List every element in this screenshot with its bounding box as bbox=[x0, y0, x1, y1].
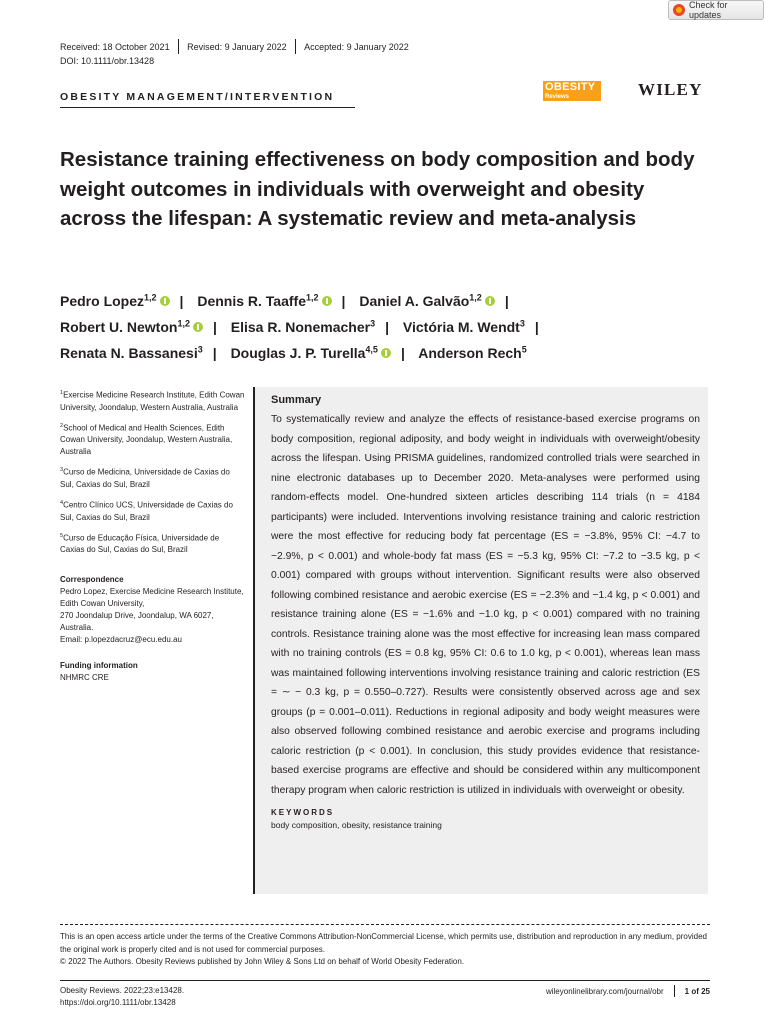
section-rule bbox=[60, 107, 355, 108]
author-name: Pedro Lopez bbox=[60, 293, 145, 309]
keywords: body composition, obesity, resistance training bbox=[271, 820, 442, 830]
author-name: Victória M. Wendt bbox=[402, 319, 520, 335]
author-name: Daniel A. Galvão bbox=[359, 293, 470, 309]
article-dates bbox=[60, 39, 409, 54]
orcid-icon[interactable] bbox=[160, 296, 170, 306]
author-affiliation: 1,2 bbox=[469, 292, 482, 303]
orcid-icon[interactable] bbox=[381, 348, 391, 358]
footer-separator bbox=[674, 985, 675, 997]
author-affiliation: 3 bbox=[197, 344, 203, 355]
summary-text: To systematically review and analyze the effects of resistance-based exercise programs on body composition, regional adiposity, and body weight in individuals with overweight/obesity across the lifespan. Using PRISMA guidelines, randomized controlled trials were searched in nine electronic databases up to December 2020. Meta-analyses were performed using random-effects model. One-hundred sixteen articles describing 114 trials (n = 4184 participants) were included. Interventions involving resistance training and caloric restriction were the most effective for reducing body fat percentage (ES = −3.8%, 95% CI: −4.7 to −2.9%, p < 0.001) and whole-body fat mass (ES = −5.3 kg, 95% CI: −7.2 to −3.5 kg, p < 0.001) compared with groups without intervention. Significant results were also observed following combined resistance and aerobic exercise (ES = −2.3% and −1.4 kg, p < 0.001) and resistance training alone (ES = −1.6% and −1.0 kg, p < 0.001) compared with no training controls. Resistance training alone was the most effective for increasing lean mass compared with no training controls (ES = 0.8 kg, 95% CI: 0.6 to 1.0 kg, p < 0.001), whereas lean mass was maintained following interventions involving resistance training and caloric restriction (ES = ∼ − 0.3 kg, p = 0.550–0.727). Results were consistently observed across age and sex groups (p = 0.001–0.011). Reductions in regional adiposity and body weight measures were also observed following combined resistance and aerobic exercise and programs including caloric restriction (p < 0.001). In conclusion, this study provides evidence that resistance-based exercise programs are effective and should be considered within any multicomponent therapy program when caloric restriction is utilized in individuals with overweight or obesity. bbox=[271, 414, 700, 796]
author-name: Renata N. Bassanesi bbox=[60, 345, 198, 361]
footer-rule bbox=[60, 980, 710, 981]
author-name: Douglas J. P. Turella bbox=[230, 345, 366, 361]
footer-right bbox=[546, 985, 710, 997]
copyright-text: © 2022 The Authors. Obesity Reviews published by John Wiley & Sons Ltd on behalf of World Obesity Federation. bbox=[60, 957, 465, 966]
keywords-heading: KEYWORDS bbox=[271, 808, 335, 817]
author-affiliation: 1,2 bbox=[144, 292, 157, 303]
affiliation: $^4$Centro Clínico UCS, Universidade de Caxias do Sul, Caxias do Sul, Brazil bbox=[60, 499, 233, 522]
author-line: Pedro Lopez$^{1,2}$ | Dennis R. Taaffe$^{1,2}$ | Daniel A. Galvão$^{1,2}$ | bbox=[60, 292, 509, 309]
affiliation: $^2$School of Medical and Health Sciences, Edith Cowan University, Joondalup, Western Australia, Australia bbox=[60, 422, 233, 457]
check-for-updates-button[interactable] bbox=[668, 0, 764, 20]
citation: Obesity Reviews. 2022;23:e13428. bbox=[60, 986, 185, 995]
footer-citation-block bbox=[60, 985, 184, 1008]
summary-box bbox=[253, 387, 708, 894]
funding-text: NHMRC CRE bbox=[60, 673, 109, 683]
accepted-date: Accepted: 9 January 2022 bbox=[304, 41, 409, 52]
author-line: Robert U. Newton$^{1,2}$ | Elisa R. Nonemacher$^3$ | Victória M. Wendt$^3$ | bbox=[60, 318, 539, 335]
wiley-logo: WILEY bbox=[638, 80, 703, 99]
check-for-updates-label: Check for updates bbox=[689, 0, 728, 20]
page-number: 1 of 25 bbox=[684, 986, 710, 996]
revised-date: Revised: 9 January 2022 bbox=[187, 41, 287, 52]
author-line: Renata N. Bassanesi$^3$ | Douglas J. P. Turella$^{4,5}$ | Anderson Rech$^5$ bbox=[60, 344, 527, 361]
author-affiliation: 5 bbox=[521, 344, 527, 355]
logo-line-1: OBESITY bbox=[545, 81, 596, 93]
author-list bbox=[60, 288, 700, 366]
license-block bbox=[60, 931, 710, 969]
author-affiliation: 3 bbox=[370, 318, 376, 329]
orcid-icon[interactable] bbox=[485, 296, 495, 306]
doi: DOI: 10.1111/obr.13428 bbox=[60, 56, 155, 66]
obesity-reviews-logo bbox=[543, 81, 601, 101]
date-separator bbox=[295, 39, 297, 54]
author-affiliation: 4,5 bbox=[365, 344, 378, 355]
orcid-icon[interactable] bbox=[193, 322, 203, 332]
logo-line-2: Reviews bbox=[545, 94, 570, 100]
doi-link[interactable]: https://doi.org/10.1111/obr.13428 bbox=[60, 997, 176, 1007]
author-affiliation: 1,2 bbox=[177, 318, 190, 329]
date-separator bbox=[178, 39, 180, 54]
correspondence-line: Pedro Lopez, Exercise Medicine Research Institute, Edith Cowan University, bbox=[60, 587, 244, 609]
affiliation: $^3$Curso de Medicina, Universidade de Caxias do Sul, Caxias do Sul, Brazil bbox=[60, 467, 230, 489]
correspondence-heading: Correspondence bbox=[60, 575, 124, 585]
received-date: Received: 18 October 2021 bbox=[60, 41, 170, 52]
summary-heading: Summary bbox=[271, 394, 322, 406]
left-column bbox=[60, 387, 245, 690]
author-name: Robert U. Newton bbox=[60, 319, 178, 335]
correspondence-email[interactable]: Email: p.lopezdacruz@ecu.edu.au bbox=[60, 635, 182, 645]
crossmark-icon bbox=[673, 4, 685, 16]
funding-heading: Funding information bbox=[60, 661, 138, 671]
author-affiliation: 3 bbox=[519, 318, 525, 329]
correspondence-line: 270 Joondalup Drive, Joondalup, WA 6027, Australia. bbox=[60, 611, 214, 633]
journal-url[interactable]: wileyonlinelibrary.com/journal/obr bbox=[545, 986, 664, 996]
article-title: Resistance training effectiveness on body composition and body weight outcomes in individuals with overweight and obesity across the lifespan: A systematic review and meta-analysis bbox=[60, 148, 695, 230]
footer-dashed-rule bbox=[60, 924, 710, 925]
affiliation: $^1$Exercise Medicine Research Institute, Edith Cowan University, Joondalup, Western Australia, Australia bbox=[60, 390, 245, 412]
author-name: Dennis R. Taaffe bbox=[197, 293, 306, 309]
author-name: Elisa R. Nonemacher bbox=[230, 319, 371, 335]
author-affiliation: 1,2 bbox=[306, 292, 319, 303]
license-text: This is an open access article under the terms of the Creative Commons Attribution-NonCommercial License, which permits use, distribution and reproduction in any medium, provided the original work is properly cited and is not used for commercial purposes. bbox=[60, 932, 707, 954]
affiliation: $^5$Curso de Educação Física, Universidade de Caxias do Sul, Caxias do Sul, Brazil bbox=[60, 532, 220, 555]
section-heading: OBESITY MANAGEMENT/INTERVENTION bbox=[60, 91, 335, 103]
author-name: Anderson Rech bbox=[418, 345, 522, 361]
orcid-icon[interactable] bbox=[322, 296, 332, 306]
